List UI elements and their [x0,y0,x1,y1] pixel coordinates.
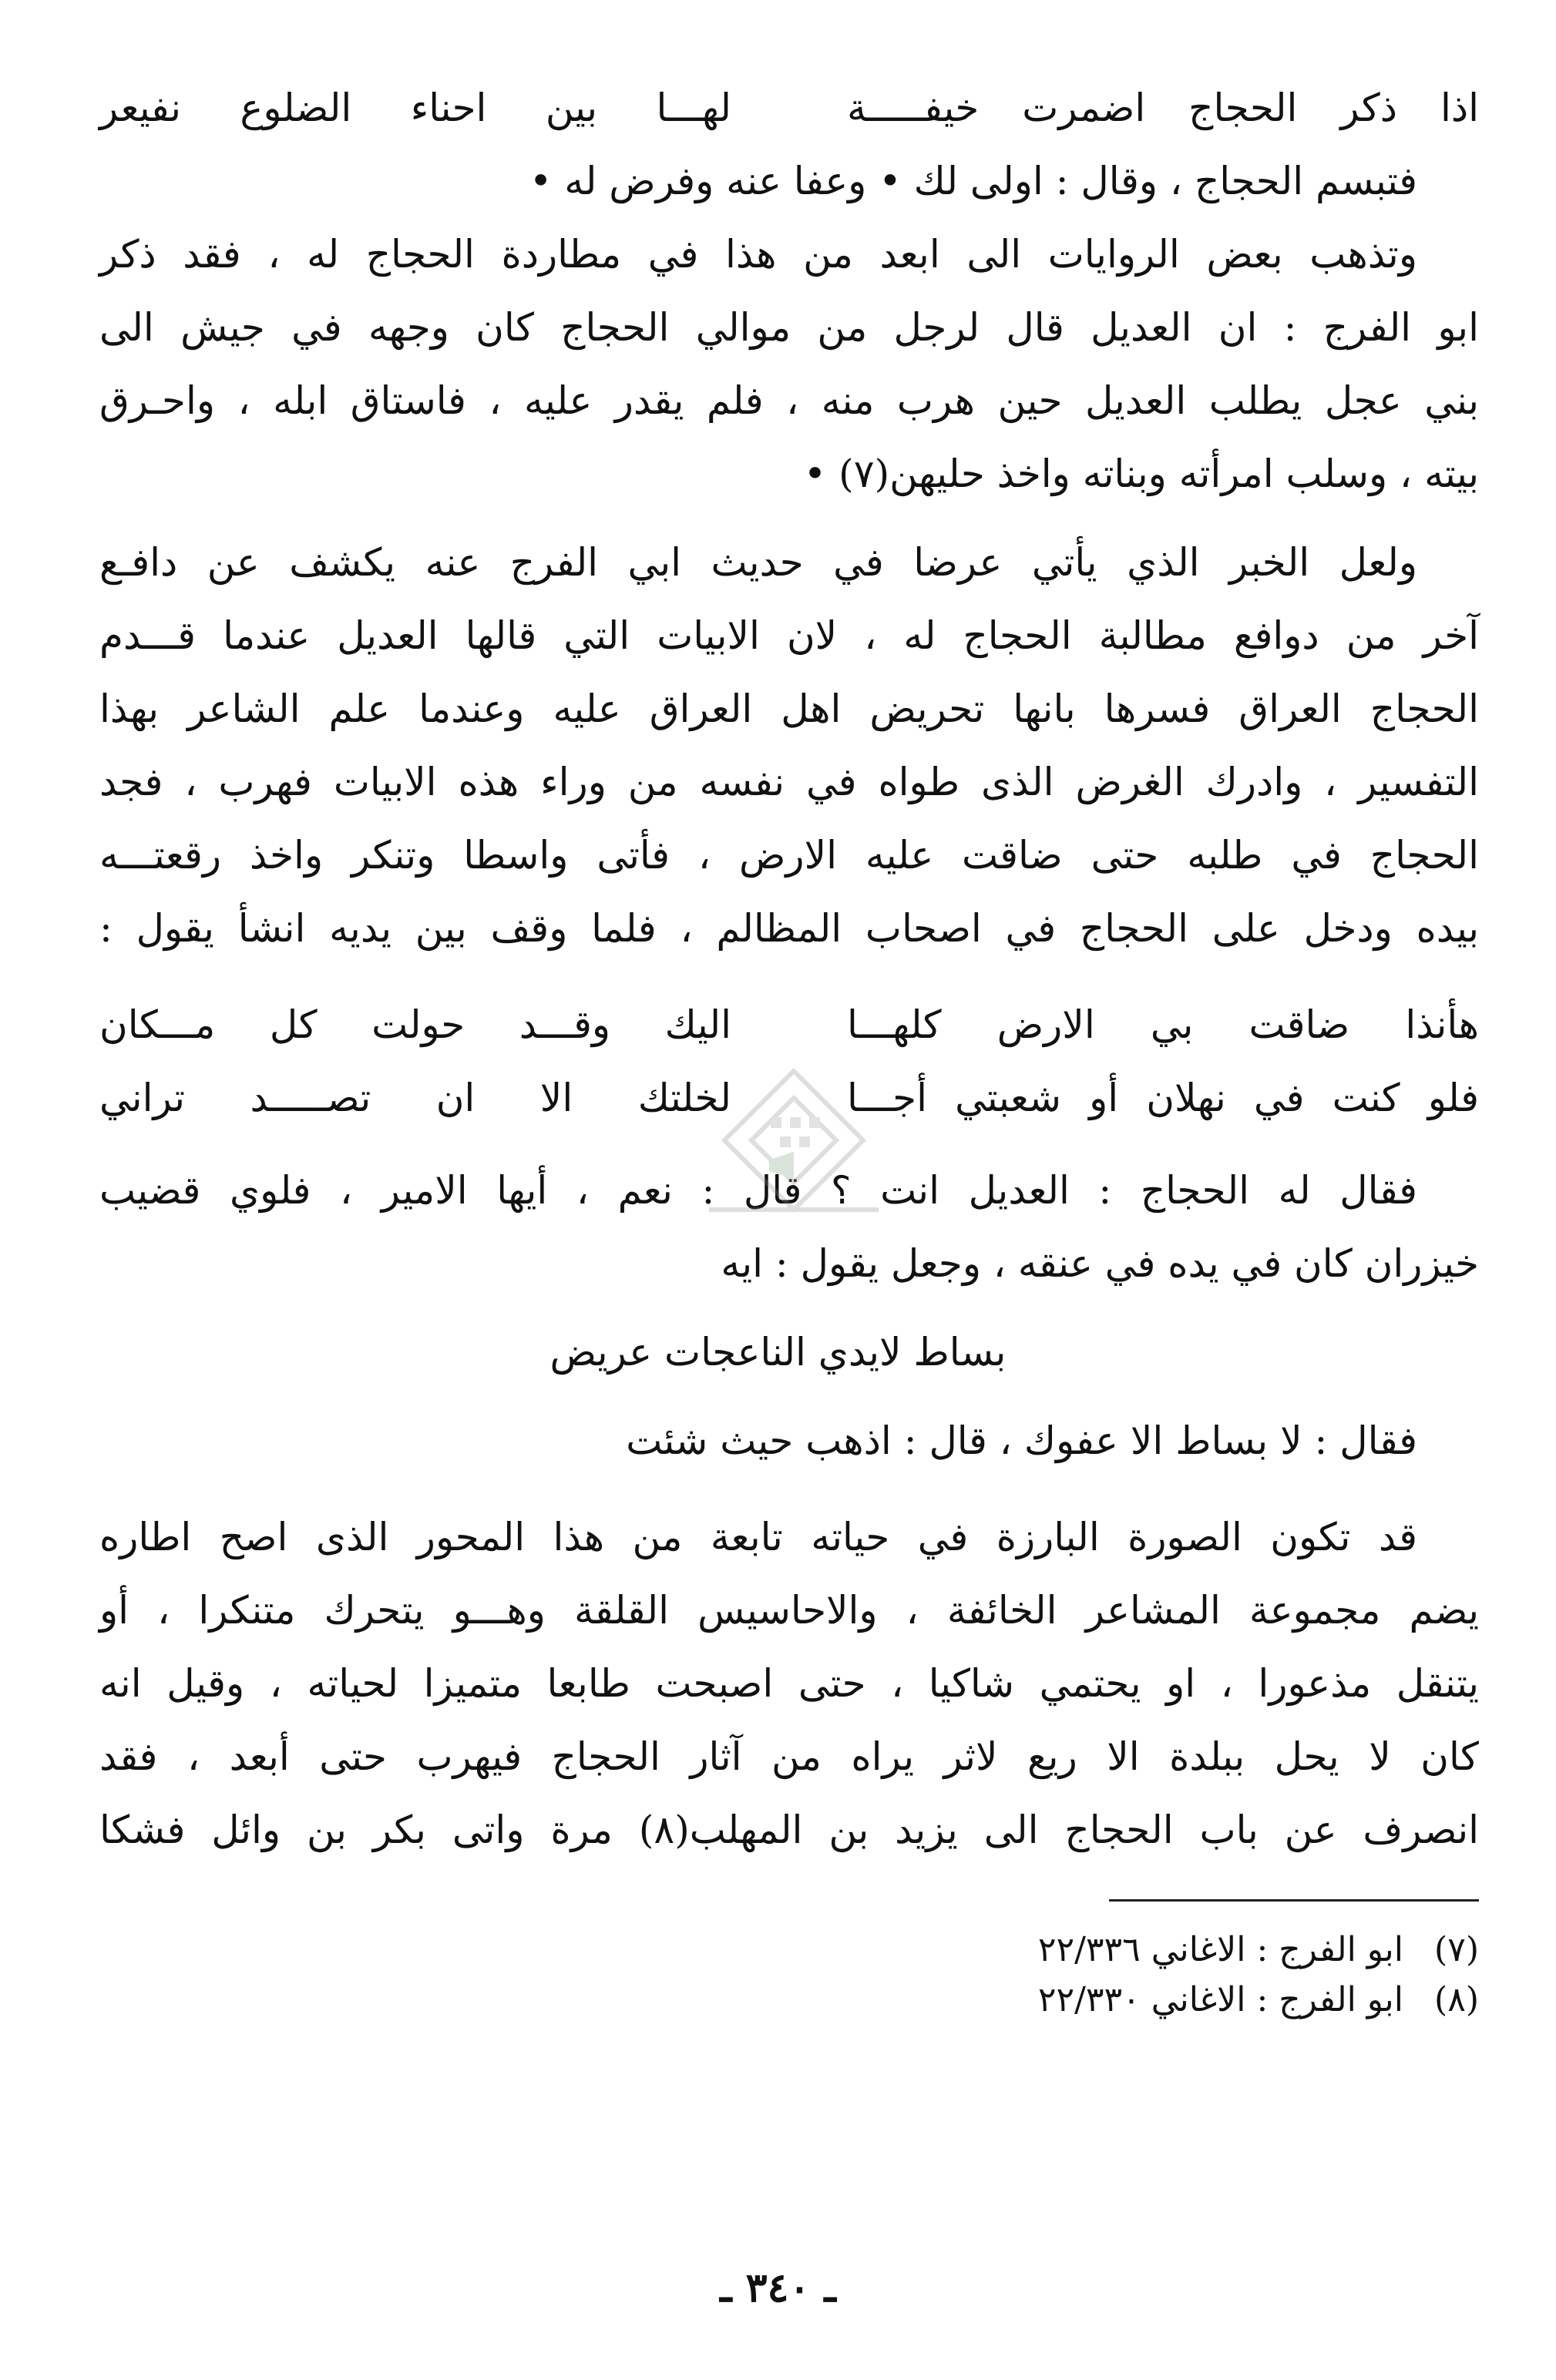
text-line: بيته ، وسلب امرأته وبناته واخذ حليهن(٧) • [803,451,1479,496]
text-line: التفسير ، وادرك الغرض الذى طواه في نفسه من وراء هذه الابيات فهرب ، فجد [99,760,1479,804]
footnote-number: (٧) [1434,1930,1479,1969]
text-line: بني عجل يطلب العديل حين هرب منه ، فلم يقدر عليه ، فاستاق ابله ، واحـرق [99,378,1479,423]
verse-top [99,77,1479,139]
text-line: ابو الفرج : ان العديل قال لرجل من موالي الحجاج كان وجهه في جيش الى [99,305,1479,350]
text-line: ولعل الخبر الذي يأتي عرضا في حديث ابي الفرج عنه يكشف عن دافـع [99,540,1417,585]
verse-1 [99,994,1479,1056]
text-line: الحجاج في طلبه حتى ضاقت عليه الارض ، فأتى واسطا وتنكر واخذ رقعتـــه [99,833,1479,878]
verse-hemistich-right: اذا ذكر الحجاج اضمرت خيفـــــة [847,86,1479,130]
text-line: الحجاج العراق فسرها بانها تحريض اهل العراق عليه وعندما علم الشاعر بهذا [99,686,1479,731]
text-line: آخر من دوافع مطالبة الحجاج له ، لان الابيات التي قالها العديل عندما قـــدم [99,613,1479,658]
page-number: ـ ٣٤٠ ـ [720,2264,836,2311]
verse-hemistich-left: لهـــا بين احناء الضلوع نفيعر [99,86,731,130]
text-line: كان لا يحل ببلدة الا ريع لاثر يراه من آثار الحجاج فيهرب حتى أبعد ، فقد [99,1734,1479,1779]
text-line: بيده ودخل على الحجاج في اصحاب المظالم ، فلما وقف بين يديه انشأ يقول : [99,906,1479,951]
text-line: يتنقل مذعورا ، او يحتمي شاكيا ، حتى اصبحت طابعا متميزا لحياته ، وقيل انه [99,1661,1479,1706]
text-line: فقال : لا بساط الا عفوك ، قال : اذهب حيث شئت [626,1418,1417,1463]
footnote-text: ابو الفرج : الاغاني ٢٢/٣٣٦ [1037,1930,1404,1969]
centered-verse: بساط لايدي الناعجات عريض [549,1330,1007,1375]
footnote-divider [1109,1899,1479,1902]
verse-hemistich-left: لخلتك الا ان تصـــــد تراني [99,1076,731,1120]
footnote [1038,1976,1479,2024]
verse-2 [99,1067,1479,1129]
text-line: خيزران كان في يده في عنقه ، وجعل يقول : ايه [721,1241,1479,1286]
text-line: فتبسم الحجاج ، وقال : اولى لك • وعفا عنه وفرض له • [529,159,1417,203]
footnote-text: ابو الفرج : الاغاني ٢٢/٣٣٠ [1037,1980,1404,2019]
text-line: فقال له الحجاج : العديل انت ؟ قال : نعم ، أيها الامير ، فلوي قضيب [99,1168,1417,1213]
verse-hemistich-right: هأنذا ضاقت بي الارض كلهـــا [847,1002,1479,1047]
verse-hemistich-right: فلو كنت في نهلان أو شعبتي أجـــا [847,1076,1479,1120]
text-line: وتذهب بعض الروايات الى ابعد من هذا في مطاردة الحجاج له ، فقد ذكر [99,232,1417,277]
text-line: قد تكون الصورة البارزة في حياته تابعة من هذا المحور الذى اصح اطاره [99,1515,1417,1559]
footnote [1038,1926,1479,1974]
text-line: انصرف عن باب الحجاج الى يزيد بن المهلب(٨) مرة واتى بكر بن وائل فشكا [99,1808,1480,1852]
verse-hemistich-left: اليك وقـــد حولت كل مـــكان [99,1002,731,1047]
footnote-number: (٨) [1434,1980,1479,2019]
text-line: يضم مجموعة المشاعر الخائفة ، والاحاسيس القلقة وهـــو يتحرك متنكرا ، أو [99,1588,1479,1633]
